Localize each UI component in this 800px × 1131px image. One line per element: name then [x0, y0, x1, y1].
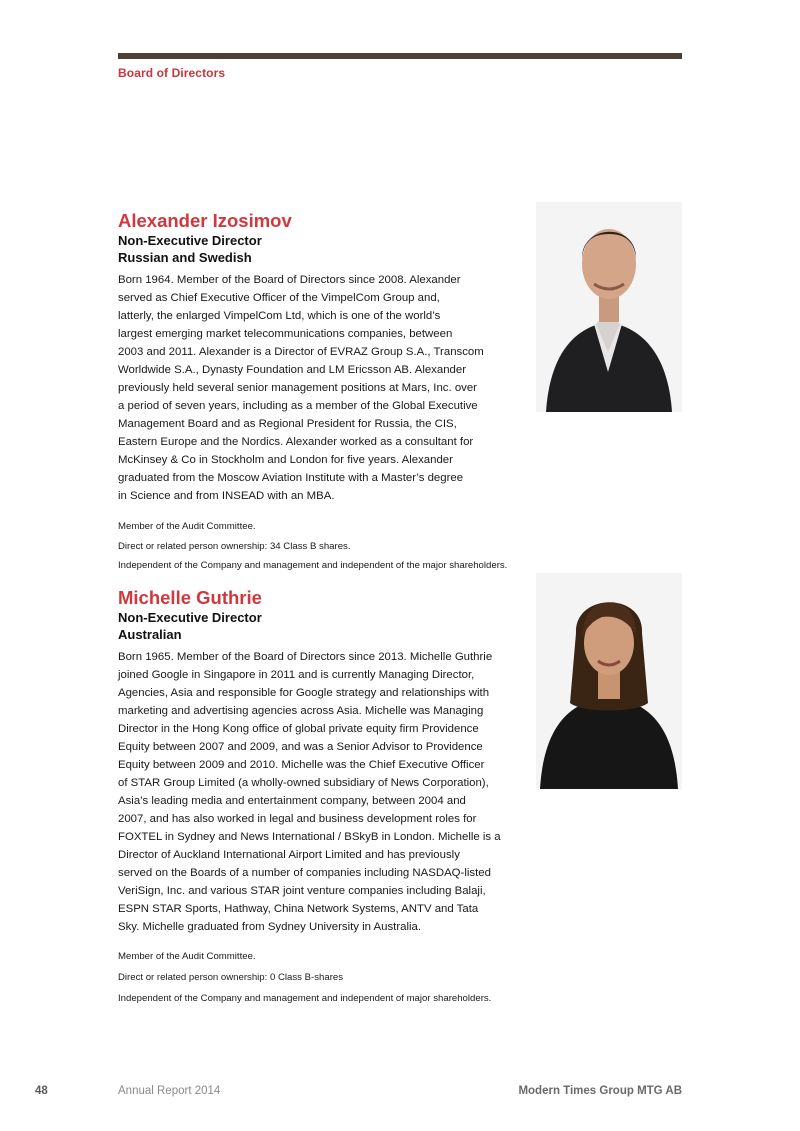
- director-nationality: Australian: [118, 627, 182, 642]
- director-role: Non-Executive Director: [118, 233, 262, 248]
- bio-line: FOXTEL in Sydney and News International / BSkyB in London. Michelle is a: [118, 831, 501, 843]
- director-name: Alexander Izosimov: [118, 210, 292, 231]
- bio-line: VeriSign, Inc. and various STAR joint venture companies including Balaji,: [118, 885, 486, 897]
- director-nationality: Russian and Swedish: [118, 250, 252, 265]
- bio-line: Equity between 2009 and 2010. Michelle was the Chief Executive Officer: [118, 759, 485, 771]
- bio-line: Director of Auckland International Airport Limited and has previously: [118, 849, 460, 861]
- director-profile-izosimov: [118, 210, 558, 576]
- independence-note: Independent of the Company and management and independent of the major shareholders.: [118, 560, 508, 571]
- director-bio: [118, 648, 558, 936]
- bio-line: largest emerging market telecommunications companies, between: [118, 328, 453, 340]
- bio-line: McKinsey & Co in Stockholm and London for five years. Alexander: [118, 454, 453, 466]
- bio-line: served on the Boards of a number of companies including NASDAQ-listed: [118, 867, 491, 879]
- director-bio: [118, 271, 558, 505]
- bio-line: Born 1965. Member of the Board of Directors since 2013. Michelle Guthrie: [118, 651, 493, 663]
- director-notes: [118, 946, 588, 1009]
- director-notes: [118, 517, 588, 576]
- director-profile-guthrie: [118, 587, 558, 1009]
- ownership-note: Direct or related person ownership: 0 Class B-shares: [118, 972, 344, 983]
- bio-line: 2003 and 2011. Alexander is a Director of EVRAZ Group S.A., Transcom: [118, 346, 484, 358]
- header-rule: [118, 53, 682, 59]
- independence-note: Independent of the Company and management and independent of major shareholders.: [118, 993, 492, 1004]
- bio-line: of STAR Group Limited (a wholly-owned subsidiary of News Corporation),: [118, 777, 489, 789]
- bio-line: Agencies, Asia and responsible for Google strategy and relationships with: [118, 687, 490, 699]
- bio-line: Equity between 2007 and 2009, and was a Senior Advisor to Providence: [118, 741, 483, 753]
- bio-line: graduated from the Moscow Aviation Institute with a Master’s degree: [118, 472, 464, 484]
- company-name: Modern Times Group MTG AB: [518, 1085, 682, 1097]
- bio-line: in Science and from INSEAD with an MBA.: [118, 490, 335, 502]
- bio-line: served as Chief Executive Officer of the VimpelCom Group and,: [118, 292, 440, 304]
- bio-line: Management Board and as Regional President for Russia, the CIS,: [118, 418, 457, 430]
- bio-line: Eastern Europe and the Nordics. Alexander worked as a consultant for: [118, 436, 474, 448]
- bio-line: a period of seven years, including as a member of the Global Executive: [118, 400, 478, 412]
- report-title: Annual Report 2014: [118, 1085, 221, 1097]
- bio-line: marketing and advertising agencies across Asia. Michelle was Managing: [118, 705, 484, 717]
- bio-line: Sky. Michelle graduated from Sydney University in Australia.: [118, 921, 422, 933]
- bio-line: latterly, the enlarged VimpelCom Ltd, which is one of the world’s: [118, 310, 441, 322]
- bio-line: Director in the Hong Kong office of global private equity firm Providence: [118, 723, 479, 735]
- bio-line: Asia’s leading media and entertainment company, between 2004 and: [118, 795, 466, 807]
- committee-note: Member of the Audit Committee.: [118, 521, 256, 532]
- committee-note: Member of the Audit Committee.: [118, 951, 256, 962]
- bio-line: ESPN STAR Sports, Hathway, China Network Systems, ANTV and Tata: [118, 903, 479, 915]
- director-photo-izosimov: [536, 202, 682, 412]
- bio-line: previously held several senior management positions at Mars, Inc. over: [118, 382, 477, 394]
- section-label: Board of Directors: [118, 66, 226, 80]
- director-name: Michelle Guthrie: [118, 587, 262, 608]
- director-photo-guthrie: [536, 573, 682, 789]
- director-role: Non-Executive Director: [118, 610, 262, 625]
- bio-line: joined Google in Singapore in 2011 and is currently Managing Director,: [118, 669, 475, 681]
- bio-line: 2007, and has also worked in legal and business development roles for: [118, 813, 477, 825]
- bio-line: Born 1964. Member of the Board of Directors since 2008. Alexander: [118, 274, 461, 286]
- ownership-note: Direct or related person ownership: 34 Class B shares.: [118, 540, 351, 552]
- page-number: 48: [35, 1085, 48, 1097]
- bio-line: Worldwide S.A., Dynasty Foundation and LM Ericsson AB. Alexander: [118, 364, 467, 376]
